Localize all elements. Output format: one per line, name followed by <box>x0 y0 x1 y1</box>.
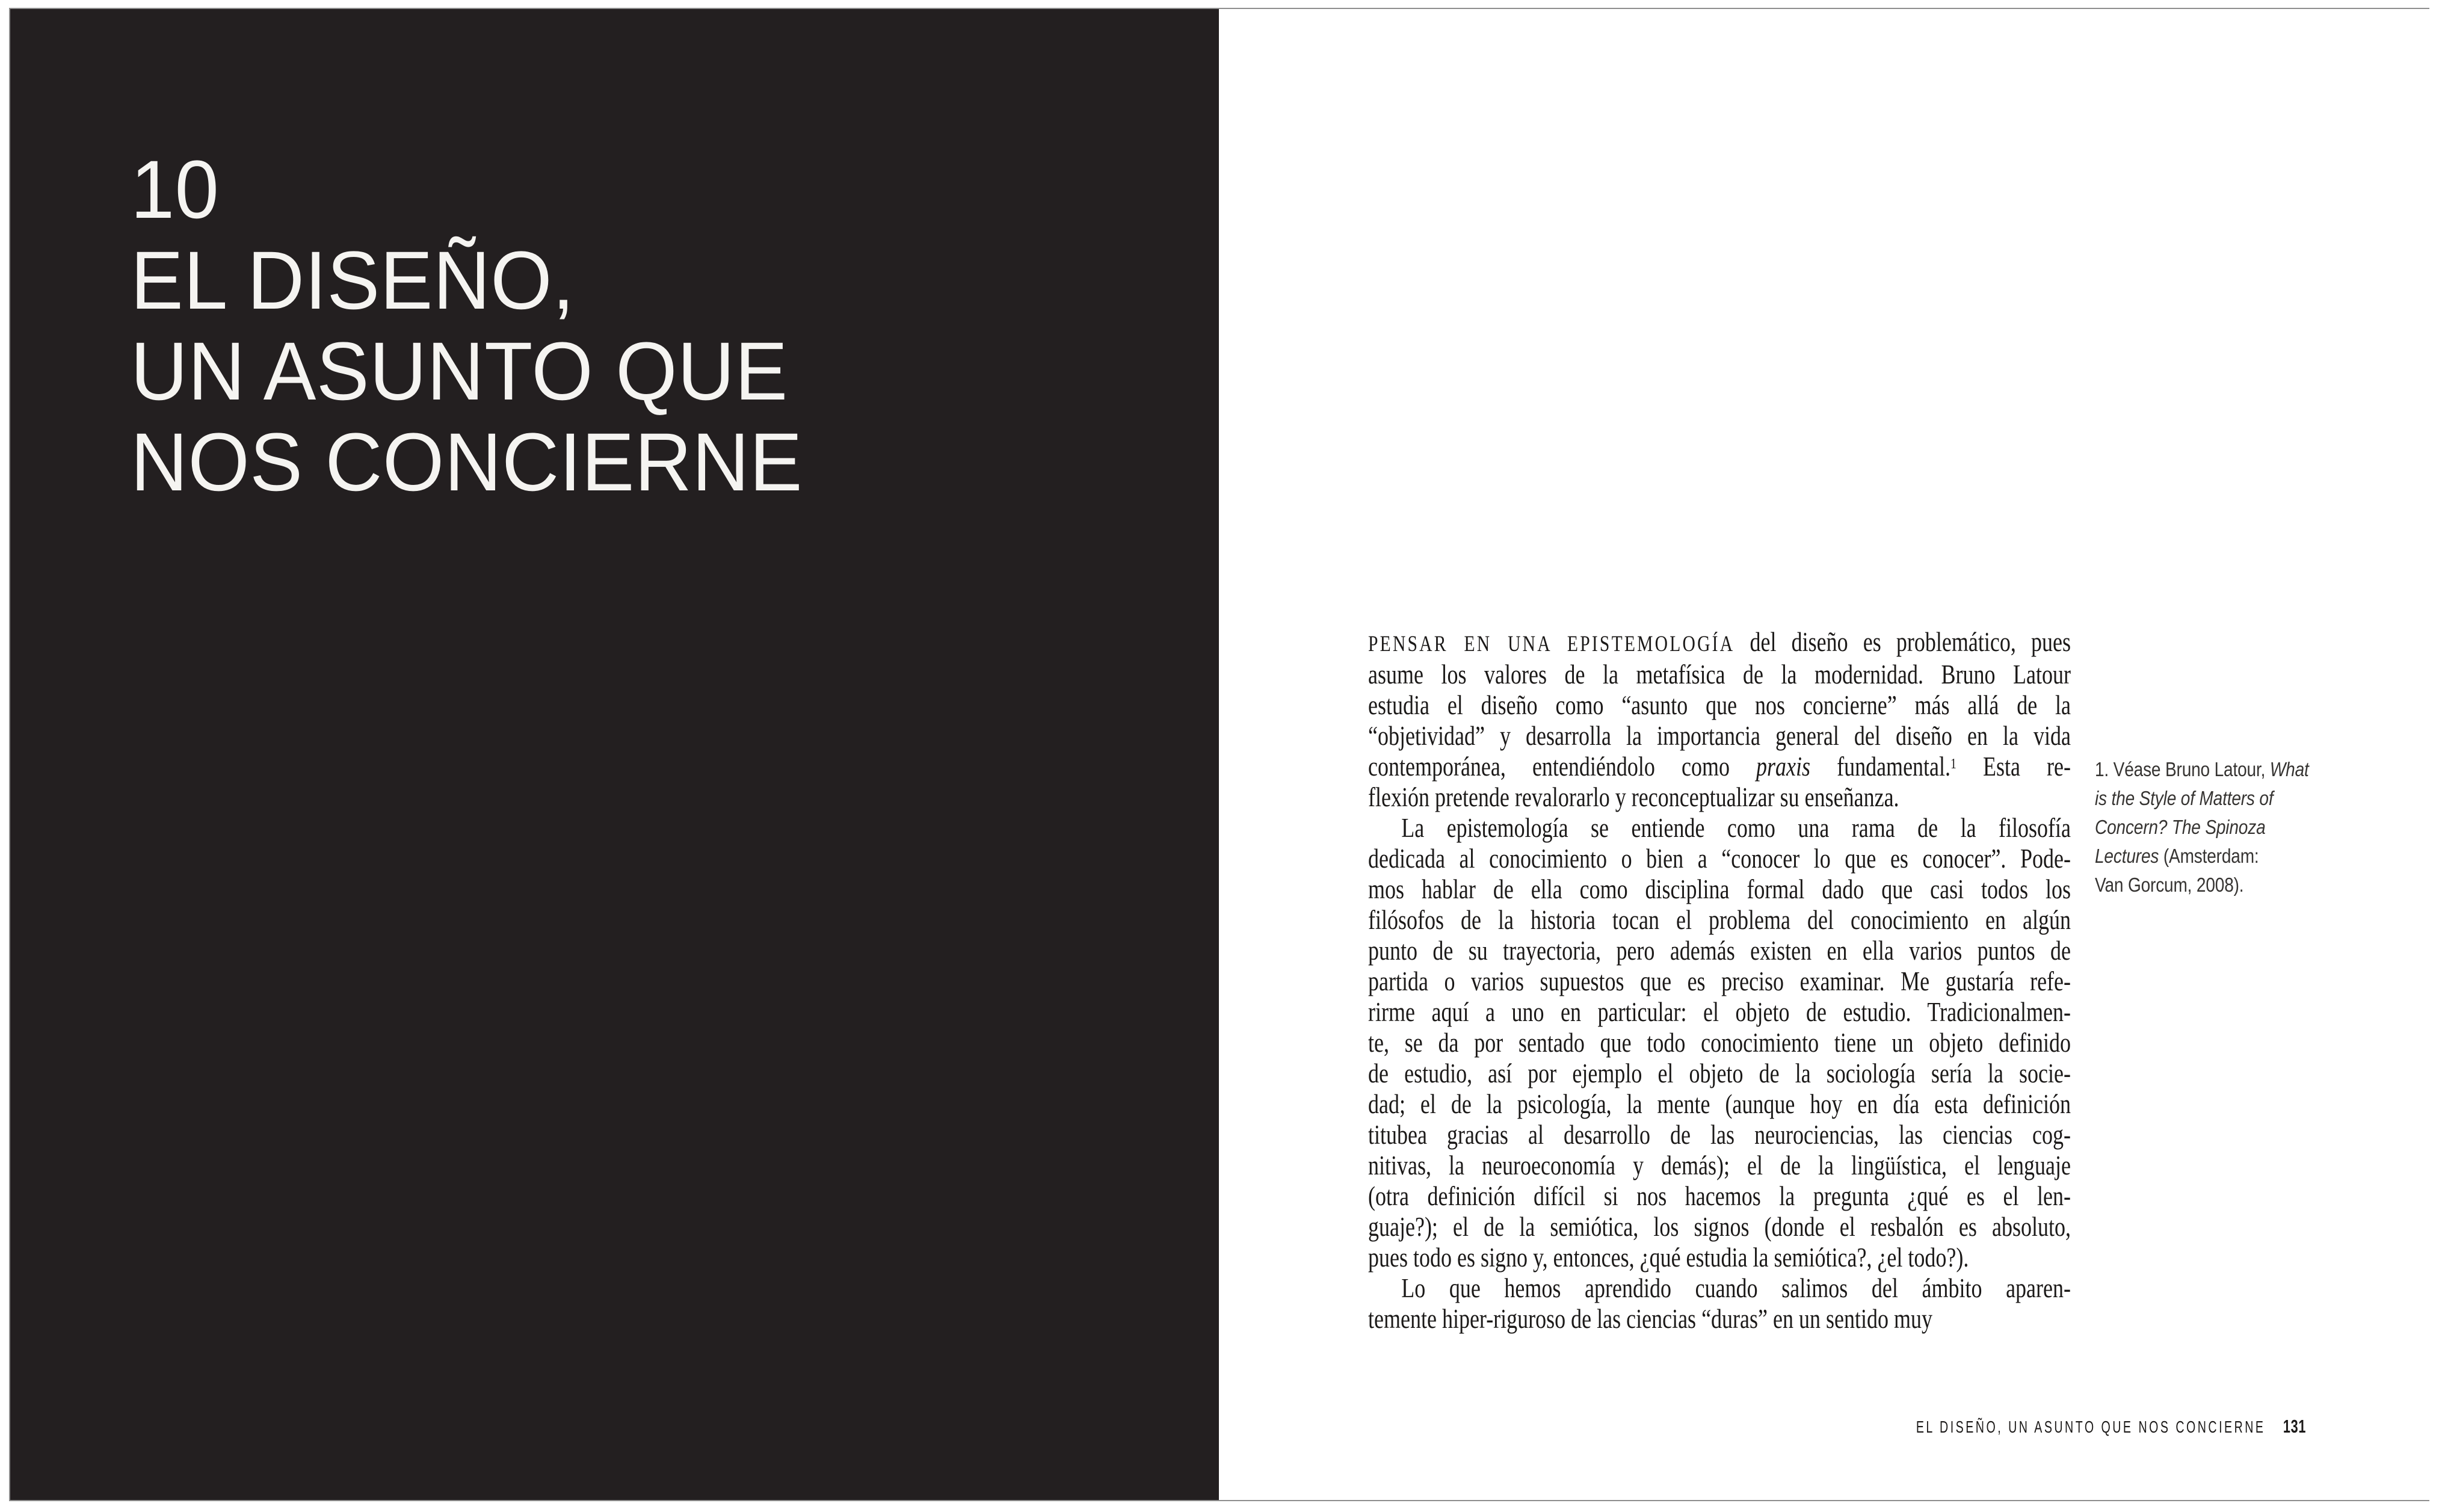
chapter-title-block <box>131 144 803 508</box>
text-segment: 1. Véase Bruno Latour, <box>2095 758 2270 780</box>
text-segment: is the Style of Matters of <box>2095 787 2274 809</box>
sidenote-text <box>2095 755 2340 899</box>
text-segment: temente hiper-riguroso de las ciencias “duras” en un sentido muy <box>1368 1304 1932 1334</box>
body-line <box>1368 1150 2071 1181</box>
chapter-title-line-2: UN ASUNTO QUE <box>131 326 788 418</box>
body-line <box>1368 1273 2071 1304</box>
text-segment: dad; el de la psicología, la mente (aunque hoy en día esta definición <box>1368 1089 2071 1119</box>
text-segment: Lo que hemos aprendido cuando salimos del ámbito aparen- <box>1401 1273 2071 1303</box>
body-line <box>1368 1058 2071 1089</box>
text-segment: filósofos de la historia tocan el problema del conocimiento en algún <box>1368 905 2071 935</box>
body-line <box>1368 627 2071 659</box>
text-segment: Van Gorcum, 2008). <box>2095 874 2244 896</box>
right-page <box>1219 9 2429 1500</box>
body-line <box>1368 1028 2071 1058</box>
text-segment: asume los valores de la metafísica de la modernidad. Bruno Latour <box>1368 659 2071 690</box>
text-segment: 1 <box>1950 755 1956 772</box>
body-line <box>1368 1089 2071 1120</box>
page-footer <box>1916 1416 2306 1437</box>
sidenote-line <box>2095 784 2340 813</box>
page-number: 131 <box>2283 1416 2306 1437</box>
sidenote-line <box>2095 842 2340 871</box>
text-segment: “objetividad” y desarrolla la importancia general del diseño en la vida <box>1368 721 2071 751</box>
body-line <box>1368 1242 2071 1273</box>
chapter-title-line-1: EL DISEÑO, <box>131 235 575 327</box>
body-text <box>1368 627 2071 1335</box>
body-line <box>1368 690 2071 721</box>
sidenote-block <box>2095 755 2384 899</box>
body-line <box>1368 1120 2071 1150</box>
body-line <box>1368 782 2071 813</box>
text-segment: guaje?); el de la semiótica, los signos (donde el resbalón es absoluto, <box>1368 1212 2071 1242</box>
sidenote-line <box>2095 871 2340 899</box>
chapter-number: 10 <box>131 144 220 236</box>
body-line <box>1368 1181 2071 1212</box>
text-segment: PENSAR EN UNA EPISTEMOLOGÍA <box>1368 632 1735 656</box>
body-text-block <box>1368 627 2071 1335</box>
body-line <box>1368 751 2071 782</box>
text-segment: dedicada al conocimiento o bien a “conocer lo que es conocer”. Pode- <box>1368 844 2071 874</box>
body-line <box>1368 997 2071 1028</box>
body-line <box>1368 936 2071 966</box>
text-segment: te, se da por sentado que todo conocimiento tiene un objeto definido <box>1368 1028 2071 1058</box>
text-segment: praxis <box>1756 751 1811 782</box>
text-segment: (otra definición difícil si nos hacemos la pregunta ¿qué es el len- <box>1368 1181 2071 1211</box>
text-segment: fundamental. <box>1810 751 1951 782</box>
body-line <box>1368 659 2071 690</box>
body-line <box>1368 1304 2071 1335</box>
body-line <box>1368 874 2071 905</box>
sidenote-line <box>2095 813 2340 842</box>
body-line <box>1368 721 2071 751</box>
body-line <box>1368 966 2071 997</box>
chapter-title-line-3: NOS CONCIERNE <box>131 416 803 508</box>
text-segment: nitivas, la neuroeconomía y demás); el de la lingüística, el lenguaje <box>1368 1150 2071 1180</box>
body-line <box>1368 905 2071 936</box>
text-segment: Esta re- <box>1956 751 2071 782</box>
text-segment: La epistemología se entiende como una rama de la filosofía <box>1401 813 2071 843</box>
text-segment: Concern? The Spinoza <box>2095 816 2266 838</box>
text-segment: mos hablar de ella como disciplina formal dado que casi todos los <box>1368 874 2071 904</box>
text-segment: de estudio, así por ejemplo el objeto de la sociología sería la socie- <box>1368 1058 2071 1088</box>
text-segment: titubea gracias al desarrollo de las neurociencias, las ciencias cog- <box>1368 1120 2071 1150</box>
sidenote-line <box>2095 755 2340 784</box>
running-title: EL DISEÑO, UN ASUNTO QUE NOS CONCIERNE <box>1916 1418 2266 1436</box>
text-segment: partida o varios supuestos que es preciso examinar. Me gustaría refe- <box>1368 966 2071 996</box>
body-line <box>1368 844 2071 874</box>
text-segment: del diseño es problemático, pues <box>1734 627 2071 657</box>
body-line <box>1368 1212 2071 1242</box>
text-segment: punto de su trayectoria, pero además existen en ella varios puntos de <box>1368 936 2071 966</box>
text-segment: contemporánea, entendiéndolo como <box>1368 751 1757 782</box>
book-spread <box>9 8 2429 1501</box>
text-segment: Lectures <box>2095 845 2159 867</box>
text-segment: pues todo es signo y, entonces, ¿qué estudia la semiótica?, ¿el todo?). <box>1368 1242 1969 1273</box>
left-page <box>10 9 1219 1500</box>
text-segment: (Amsterdam: <box>2159 845 2259 867</box>
text-segment: What <box>2269 758 2309 780</box>
text-segment: flexión pretende revalorarlo y reconceptualizar su enseñanza. <box>1368 782 1899 812</box>
text-segment: rirme aquí a uno en particular: el objeto de estudio. Tradicionalmen- <box>1368 997 2071 1027</box>
body-line <box>1368 813 2071 844</box>
text-segment: estudia el diseño como “asunto que nos concierne” más allá de la <box>1368 690 2071 720</box>
